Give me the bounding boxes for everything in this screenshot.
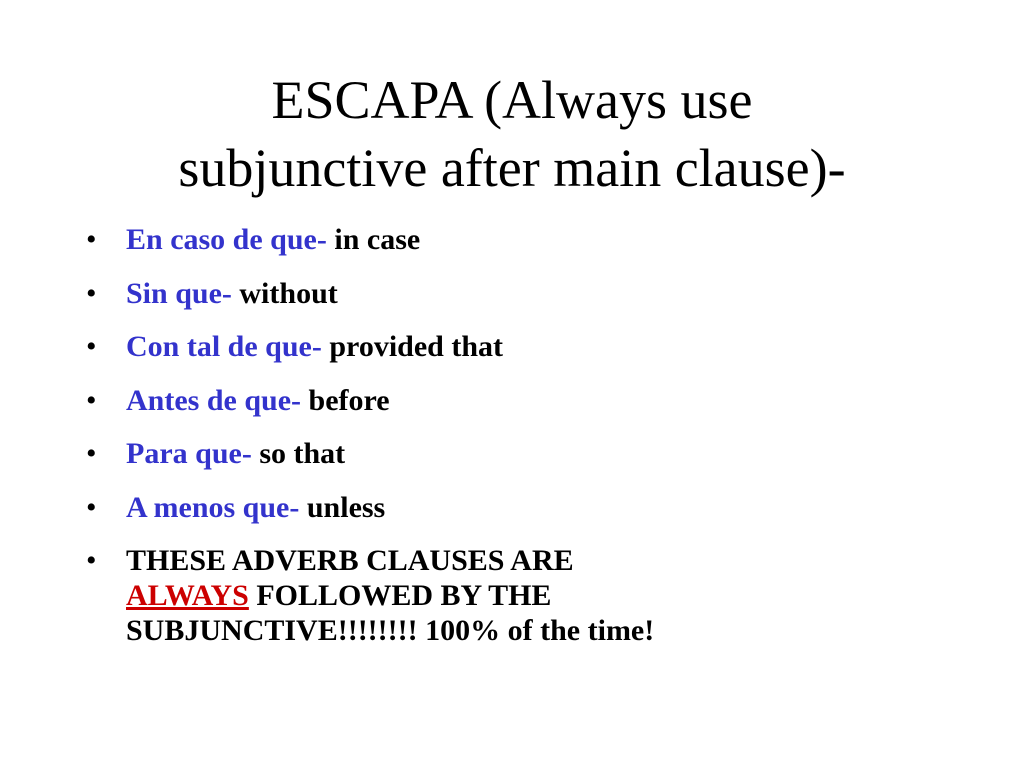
list-item: [0, 436, 1024, 471]
english-meaning: so that: [259, 437, 346, 470]
english-meaning: unless: [306, 490, 386, 524]
spanish-term: Para que-: [126, 437, 252, 470]
spanish-term: Antes de que-: [126, 383, 302, 417]
note-line-3: SUBJUNCTIVE!!!!!!!! 100% of the time!: [126, 614, 655, 647]
bullet-dot: •: [86, 330, 97, 363]
spanish-term: Sin que-: [126, 276, 232, 310]
note-line-1: THESE ADVERB CLAUSES ARE: [126, 544, 574, 577]
bullet-dot: •: [86, 437, 97, 470]
list-item: [0, 383, 1024, 418]
english-meaning: provided that: [329, 330, 504, 363]
english-meaning: in case: [334, 223, 421, 256]
spanish-term: A menos que-: [126, 490, 300, 524]
bullet-dot: •: [86, 544, 97, 577]
spanish-term: En caso de que-: [126, 223, 327, 256]
slide-title-line-1: ESCAPA (Always use: [271, 70, 753, 130]
english-meaning: before: [308, 383, 390, 417]
list-item: [0, 276, 1024, 311]
bullet-dot: •: [86, 276, 97, 310]
bullet-dot: •: [86, 490, 97, 524]
note-line-2-rest: FOLLOWED BY THE: [256, 579, 552, 612]
list-item: [0, 490, 1024, 525]
list-item: [0, 329, 1024, 364]
list-item: [0, 222, 1024, 257]
subjunctive-note: [0, 543, 1024, 648]
spanish-term: Con tal de que-: [126, 330, 322, 363]
slide-title: [60, 66, 964, 202]
slide-title-line-2: subjunctive after main clause)-: [178, 138, 846, 198]
bullet-dot: •: [86, 383, 97, 417]
bullet-dot: •: [86, 223, 97, 256]
bullet-list: [0, 222, 1024, 667]
always-emphasis: ALWAYS: [126, 579, 249, 612]
note-line-2: [126, 578, 984, 613]
english-meaning: without: [239, 276, 338, 310]
